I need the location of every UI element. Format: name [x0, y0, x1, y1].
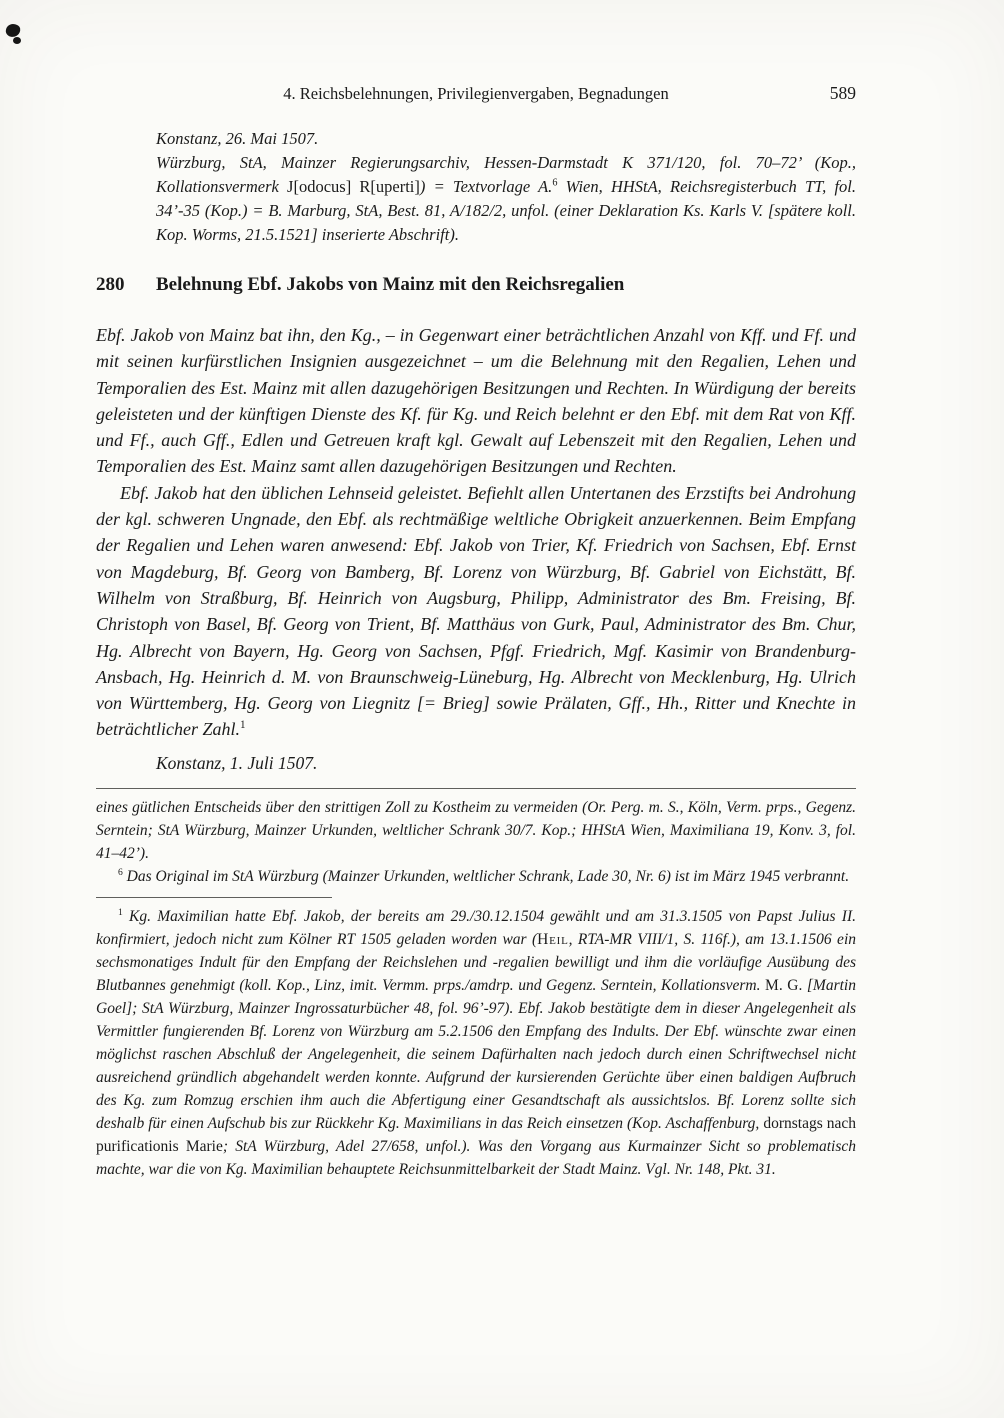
running-head: [96, 84, 856, 104]
document-abstract: [96, 322, 856, 775]
footnote-6: $^6$ Das Original im StA Würzburg (Mainzer Urkunden, weltlicher Schrank, Lade 30, Nr. 6) ist im März 1945 verbrannt.: [118, 866, 850, 885]
scan-artifact: [13, 37, 21, 44]
document-place-date-bottom: Konstanz, 1. Juli 1507.: [156, 752, 318, 773]
chapter-title: 4. Reichsbelehnungen, Privilegienvergaben, Begnadungen: [283, 84, 669, 103]
footnote-area: [96, 796, 856, 1181]
body-paragraph-2: Ebf. Jakob hat den üblichen Lehnseid geleistet. Befiehlt allen Untertanen des Erzstifts bei Androhung der kgl. schweren Ungnade, den Ebf. als rechtmäßige weltliche Obrigkeit anzuerkennen. Beim Empfang der Regalien und Lehen waren anwesend: Ebf. Jakob von Trier, Kf. Friedrich von Sachsen, Ebf. Ernst von Magdeburg, Bf. Georg von Bamberg, Bf. Lorenz von Würzburg, Bf. Gabriel von Eichstätt, Bf. Wilhelm von Straßburg, Bf. Heinrich von Augsburg, Philipp, Administrator des Bm. Freising, Bf. Christoph von Basel, Bf. Georg von Trient, Bf. Matthäus von Gurk, Paul, Administrator des Bm. Chur, Hg. Albrecht von Bayern, Hg. Georg von Sachsen, Pfgf. Friedrich, Mgf. Kasimir von Brandenburg-Ansbach, Hg. Heinrich d. M. von Braunschweig-Lüneburg, Hg. Albrecht von Mecklenburg, Hg. Ulrich von Württemberg, Hg. Georg von Liegnitz [= Brieg] sowie Prälaten, Gff., Hh., Ritter und Knechte in beträchtlicher Zahl.$^1$: [96, 482, 856, 740]
page-number: 589: [829, 83, 856, 103]
document-place-date-top: Konstanz, 26. Mai 1507.: [156, 129, 319, 148]
footnote-rule-short: [96, 897, 332, 898]
entry-heading: [96, 273, 856, 297]
body-paragraph-1: Ebf. Jakob von Mainz bat ihn, den Kg., – in Gegenwart einer beträchtlichen Anzahl von Kff. und Ff. und mit seinen kurfürstlichen Insignien ausgezeichnet – um die Belehnung mit den Regalien, Lehen und Temporalien des Est. Mainz mit allen dazugehörigen Besitzungen und Rechten. In Würdigung der bereits geleisteten und der künftigen Dienste des Kf. für Kg. und Reich belehnt er den Ebf. mit dem Rat von Kff. und Ff., auch Gff., Edlen und Getreuen kraft kgl. Gewalt auf Lebenszeit mit den Regalien, Lehen und Temporalien des Est. Mainz samt allen dazugehörigen Besitzungen und Rechten.: [96, 325, 856, 477]
scan-artifact: [5, 22, 22, 38]
footnote-rule-full: [96, 788, 856, 789]
footnote-1: $^1$ Kg. Maximilian hatte Ebf. Jakob, der bereits am 29./30.12.1504 gewählt und am 31.3.1505 von Papst Julius II. konfirmiert, jedoch nicht zum Kölner RT 1505 geladen worden war (Heil, RTA-MR VIII/1, S. 116f.), am 13.1.1506 ein sechsmonatiges Indult für den Empfang der Reichslehen und -regalien bewilligt und ihm die vorläufige Ausübung des Blutbannes genehmigt (koll. Kop., Linz, imit. Vermm. prps./amdrp. und Gegenz. Serntein, Kollationsverm. M. G. [Martin Goel]; StA Würzburg, Mainzer Ingrossaturbücher 48, fol. 96’-97). Ebf. Jakob bestätigte dem in dieser Angelegenheit als Vermittler fungierenden Bf. Lorenz von Würzburg am 5.2.1506 den Empfang des Indults. Der Ebf. wünschte zwar einen möglichst raschen Abschluß der Angelegenheit, die seinem Dafürhalten nach jedoch durch einen Schriftwechsel nicht ausreichend gründlich abgehandelt werden konnte. Aufgrund der kursierenden Gerüchte über einen baldigen Aufbruch des Kg. zum Romzug erschien ihm auch die Abfertigung einer Gesandtschaft als aussichtslos. Bf. Lorenz sollte sich deshalb für einen Aufschub bis zur Rückkehr Kg. Maximilians in das Reich einsetzen (Kop. Aschaffenburg, dornstags nach purificationis Marie; StA Würzburg, Adel 27/658, unfol.). Was den Vorgang aus Kurmainzer Sicht so problematisch machte, war die von Kg. Maximilian behauptete Reichsunmittelbarkeit der Stadt Mainz. Vgl. Nr. 148, Pkt. 31.: [96, 906, 857, 1178]
entry-number: 280: [96, 274, 125, 295]
source-reference-block: [156, 127, 856, 247]
footnote-continuation: eines gütlichen Entscheids über den strittigen Zoll zu Kostheim zu vermeiden (Or. Perg. m. S., Köln, Verm. prps., Gegenz. Serntein; StA Würzburg, Mainzer Urkunden, weltlicher Schrank 30/7. Kop.; HHStA Wien, Maximiliana 19, Konv. 3, fol. 41–42’).: [96, 798, 856, 862]
entry-title: Belehnung Ebf. Jakobs von Mainz mit den Reichsregalien: [156, 274, 625, 295]
source-citation: Würzburg, StA, Mainzer Regierungsarchiv, Hessen-Darmstadt K 371/120, fol. 70–72’ (Kop., Kollationsvermerk J[odocus] R[uperti]) = Textvorlage A.$^6$ Wien, HHStA, Reichsregisterbuch TT, fol. 34’-35 (Kop.) = B. Marburg, StA, Best. 81, A/182/2, unfol. (einer Deklaration Ks. Karls V. [spätere koll. Kop. Worms, 21.5.1521] inserierte Abschrift).: [156, 153, 856, 244]
